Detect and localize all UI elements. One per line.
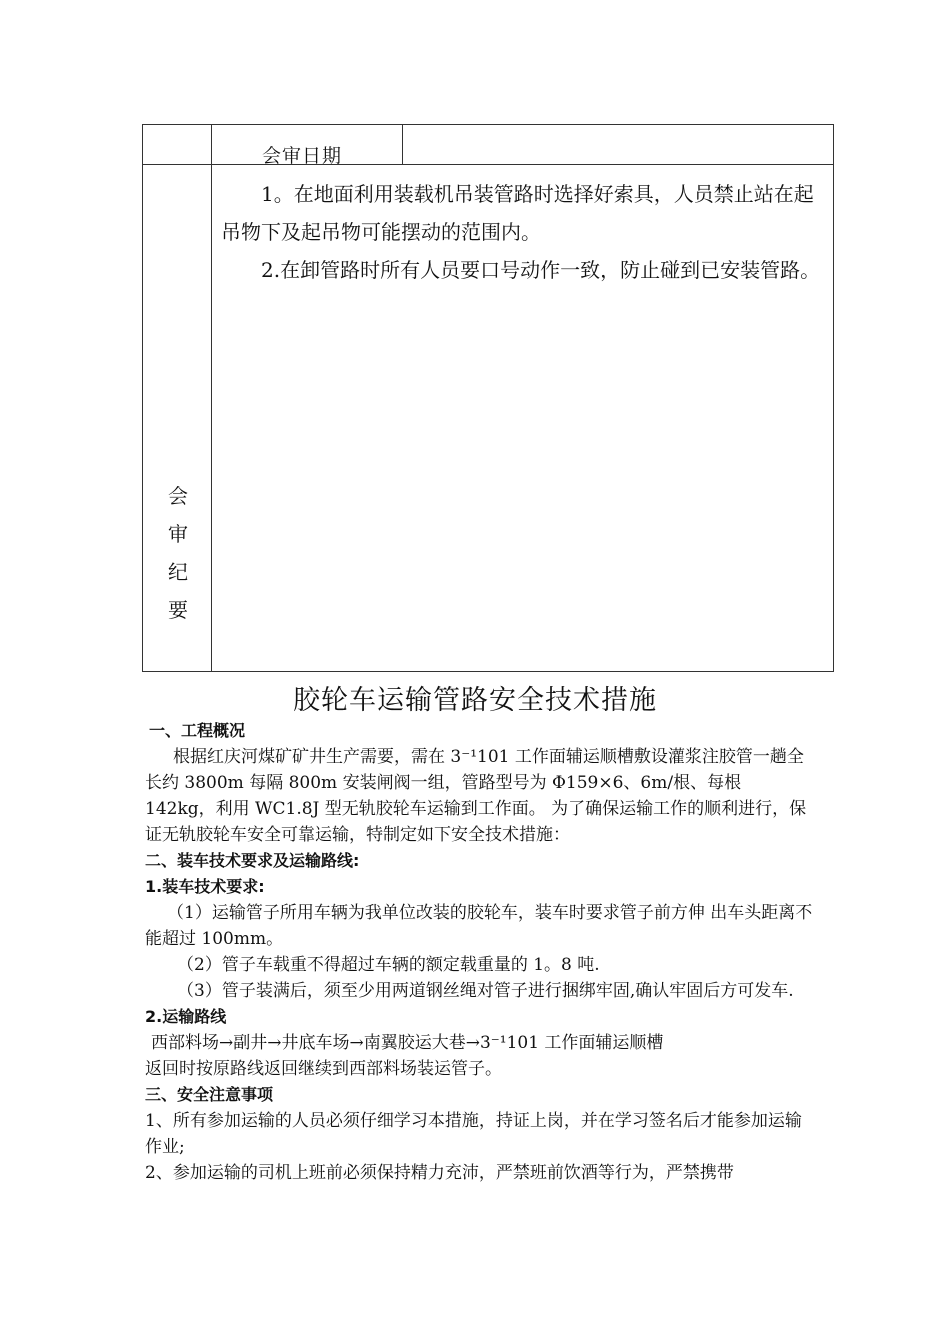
list-item: （2）管子车载重不得超过车辆的额定载重量的 1。8 吨. — [177, 955, 600, 975]
minutes-char: 要 — [168, 598, 188, 622]
list-item: （1）运输管子所用车辆为我单位改装的胶轮车，装车时要求管子前方伸 出车头距离不能超过 100mm。 — [145, 903, 813, 949]
paragraph: 根据红庆河煤矿矿井生产需要，需在 3⁻¹101 工作面辅运顺槽敷设灌浆注胶管一趟全长约 3800m 每隔 800m 安装闸阀一组，管路型号为 Φ159×6、6m/根、每根 142kg，利用 WC1.8J 型无轨胶轮车运输到工作面。 为了确保运输工作的顺利进行，保证无轨胶轮车安全可靠运输，特制定如下安全技术措施： — [145, 747, 807, 845]
section-heading: 一、工程概况 — [149, 721, 246, 740]
document-title: 胶轮车运输管路安全技术措施 — [293, 685, 657, 716]
list-item: （3）管子装满后，须至少用两道钢丝绳对管子进行捆绑牢固,确认牢固后方可发车. — [177, 981, 794, 1001]
table-divider — [211, 125, 212, 671]
list-item: 1、所有参加运输的人员必须仔细学习本措施，持证上岗，并在学习签名后才能参加运输作业; — [145, 1111, 802, 1157]
review-minutes-label — [165, 477, 191, 629]
document-body — [145, 718, 815, 1186]
review-table — [142, 124, 834, 672]
minutes-char: 纪 — [168, 560, 188, 584]
review-note: 1。在地面利用装载机吊装管路时选择好索具，人员禁止站在起吊物下及起吊物可能摆动的范围内。 — [221, 182, 814, 244]
review-note: 2.在卸管路时所有人员要口号动作一致，防止碰到已安装管路。 — [261, 258, 821, 282]
review-date-row — [143, 125, 833, 165]
subsection-heading: 2.运输路线 — [145, 1007, 227, 1026]
list-item: 2、参加运输的司机上班前必须保持精力充沛，严禁班前饮酒等行为，严禁携带 — [145, 1163, 734, 1183]
review-date-label: 会审日期 — [262, 145, 343, 167]
route-line: 西部料场→副井→井底车场→南翼胶运大巷→3⁻¹101 工作面辅运顺槽 — [151, 1033, 664, 1053]
review-notes — [221, 175, 827, 289]
minutes-char: 会 — [168, 484, 188, 508]
paragraph: 返回时按原路线返回继续到西部料场装运管子。 — [145, 1059, 502, 1079]
section-heading: 二、装车技术要求及运输路线: — [145, 851, 360, 870]
section-heading: 三、安全注意事项 — [145, 1085, 274, 1104]
subsection-heading: 1.装车技术要求: — [145, 877, 265, 896]
minutes-char: 审 — [168, 522, 188, 546]
table-divider — [402, 125, 403, 165]
